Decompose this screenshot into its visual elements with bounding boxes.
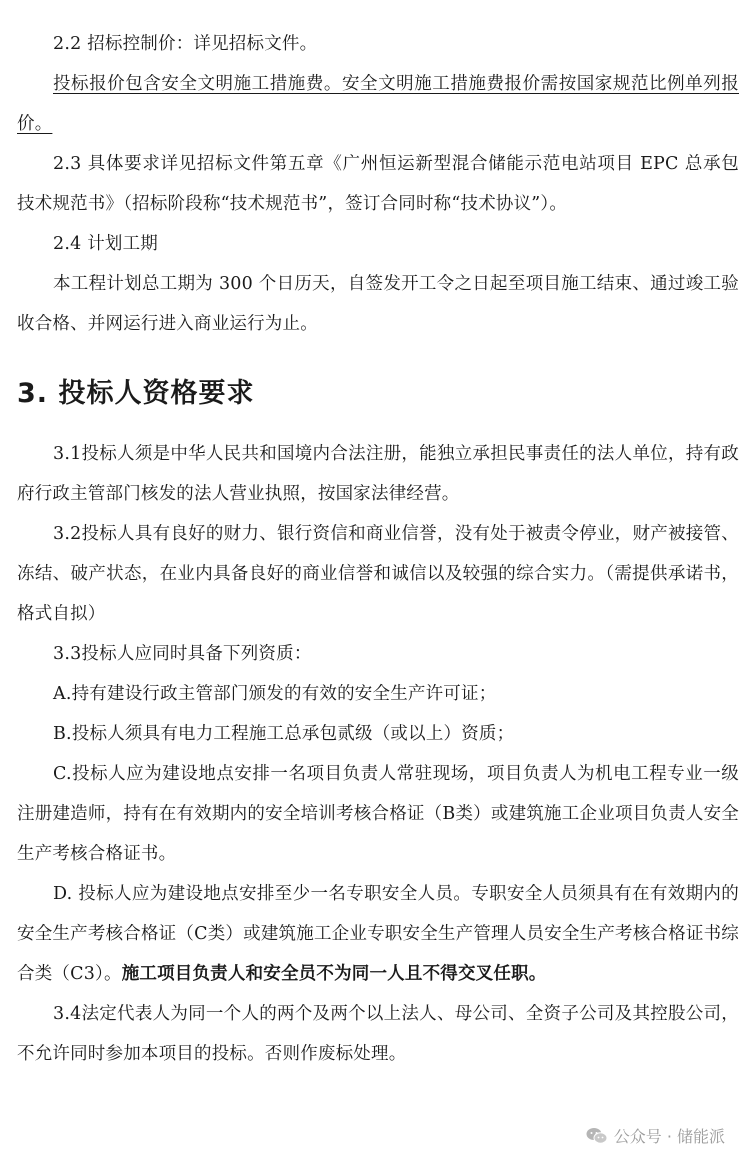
paragraph-3-1: 3.1投标人须是中华人民共和国境内合法注册，能独立承担民事责任的法人单位，持有政府行政主管部门核发的法人营业执照，按国家法律经营。 xyxy=(17,444,739,504)
item-d-text: D. 投标人应为建设地点安排至少一名专职安全人员。专职安全人员须具有在有效期内的安全生产考核合格证（C类）或建筑施工企业专职安全生产管理人员安全生产考核合格证书综合类（C3）。 xyxy=(17,884,739,984)
paragraph-3-2: 3.2投标人具有良好的财力、银行资信和商业信誉，没有处于被责令停业，财产被接管、冻结、破产状态，在业内具备良好的商业信誉和诚信以及较强的综合实力。（需提供承诺书，格式自拟） xyxy=(17,524,739,624)
paragraph-3-3: 3.3投标人应同时具备下列资质： xyxy=(53,644,312,664)
paragraph-2-4: 2.4 计划工期 xyxy=(53,234,158,254)
document-body xyxy=(17,0,739,1074)
paragraph-2-3: 2.3 具体要求详见招标文件第五章《广州恒运新型混合储能示范电站项目 EPC 总承包技术规范书》（招标阶段称“技术规范书”，签订合同时称“技术协议”）。 xyxy=(17,154,739,214)
watermark-text: 公众号 · 储能派 xyxy=(613,1127,725,1146)
item-d xyxy=(17,874,739,994)
paragraph-3-4: 3.4法定代表人为同一个人的两个及两个以上法人、母公司、全资子公司及其控股公司，不允许同时参加本项目的投标。否则作废标处理。 xyxy=(17,1004,739,1064)
paragraph-2-4-body: 本工程计划总工期为 300 个日历天，自签发开工令之日起至项目施工结束、通过竣工验收合格、并网运行进入商业运行为止。 xyxy=(17,274,739,334)
item-b: B.投标人须具有电力工程施工总承包贰级（或以上）资质； xyxy=(53,724,515,744)
item-c: C.投标人应为建设地点安排一名项目负责人常驻现场，项目负责人为机电工程专业一级注册建造师，持有在有效期内的安全培训考核合格证（B类）或建筑施工企业项目负责人安全生产考核合格证书。 xyxy=(17,764,739,864)
watermark xyxy=(586,1124,725,1147)
paragraph-2-2-note: 投标报价包含安全文明施工措施费。安全文明施工措施费报价需按国家规范比例单列报价。 xyxy=(17,74,739,134)
wechat-icon xyxy=(586,1127,608,1145)
item-d-bold-note: 施工项目负责人和安全员不为同一人且不得交叉任职。 xyxy=(121,964,547,984)
paragraph-2-2: 2.2 招标控制价：详见招标文件。 xyxy=(53,34,318,54)
section-3-heading: 3. 投标人资格要求 xyxy=(17,378,255,409)
item-a: A.持有建设行政主管部门颁发的有效的安全生产许可证； xyxy=(53,684,497,704)
